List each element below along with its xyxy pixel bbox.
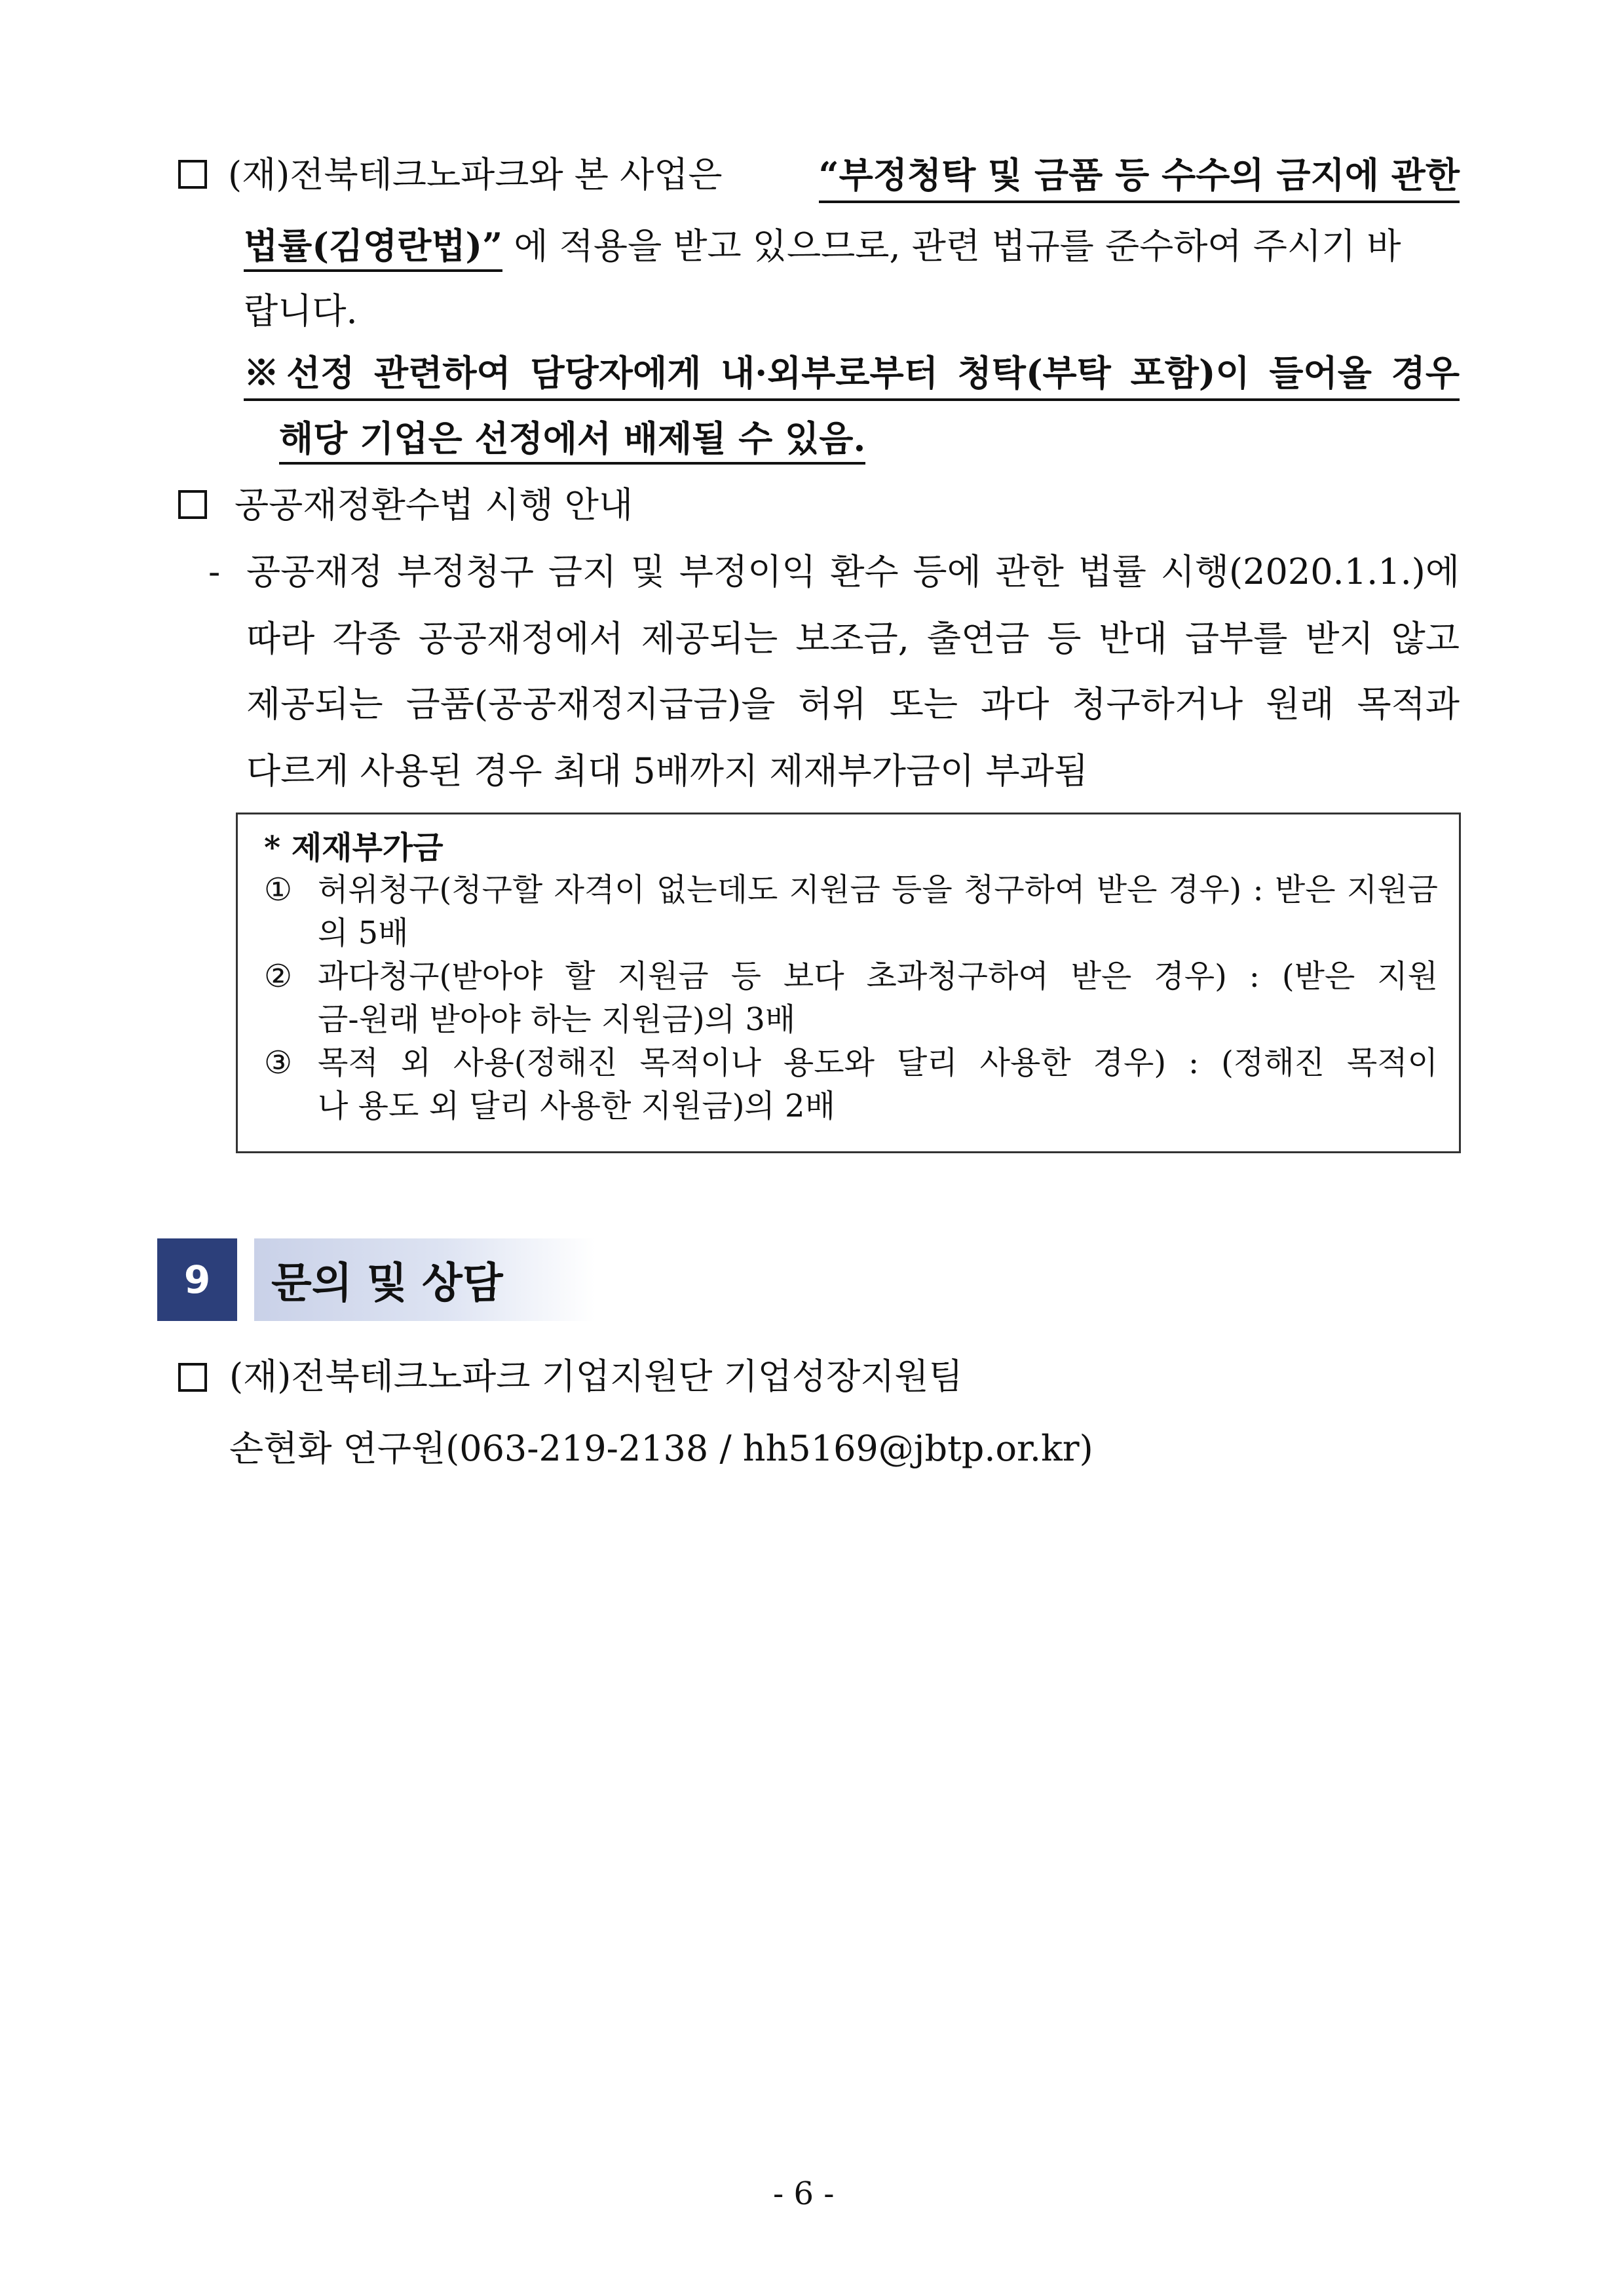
item1-line2-rest: 에 적용을 받고 있으므로, 관련 법규를 준수하여 주시기 바 xyxy=(514,225,1401,267)
checkbox-square-icon xyxy=(178,160,207,189)
note-item-2-line2: 금-원래 받아야 하는 지원금)의 3배 xyxy=(318,1001,796,1038)
note-item-3-num: ③ xyxy=(264,1044,293,1081)
contact-person: 손현화 연구원(063-219-2138 / hh5169@jbtp.or.kr) xyxy=(229,1428,1093,1469)
item1-prefix: (재)전북테크노파크와 본 사업은 xyxy=(228,154,723,195)
item1-warning-line2: 해당 기업은 선정에서 배제될 수 있음. xyxy=(279,415,865,461)
note-item-3-line2: 나 용도 외 달리 사용한 지원금)의 2배 xyxy=(318,1088,835,1124)
item2-line4: 다르게 사용된 경우 최대 5배까지 제재부가금이 부과됨 xyxy=(246,750,1088,792)
item2-line1: 공공재정 부정청구 금지 및 부정이익 환수 등에 관한 법률 시행(2020.1.1.)에 xyxy=(246,551,1460,592)
item2-line2: 따라 각종 공공재정에서 제공되는 보조금, 출연금 등 반대 급부를 받지 않고 xyxy=(246,618,1460,659)
checkbox-square-icon xyxy=(178,490,207,519)
note-item-1-line2: 의 5배 xyxy=(318,915,409,951)
note-item-2-num: ② xyxy=(264,958,293,995)
page-number: - 6 - xyxy=(773,2175,835,2212)
item1-line3: 랍니다. xyxy=(244,290,358,332)
item2-heading: 공공재정환수법 시행 안내 xyxy=(235,484,633,526)
note-item-3-line1: 목적 외 사용(정해진 목적이나 용도와 달리 사용한 경우) : (정해진 목적이 xyxy=(318,1044,1438,1081)
note-item-1-line1: 허위청구(청구할 자격이 없는데도 지원금 등을 청구하여 받은 경우) : 받은 지원금 xyxy=(318,871,1438,908)
item1-law-alias: 법률(김영란법)” xyxy=(244,225,502,272)
note-item-1-num: ① xyxy=(264,871,293,908)
item1-law-name: “부정청탁 및 금품 등 수수의 금지에 관한 xyxy=(819,152,1460,203)
section-number-badge: 9 xyxy=(157,1238,237,1321)
note-title: * 제재부가금 xyxy=(264,830,444,866)
section-title: 문의 및 상담 xyxy=(254,1238,595,1321)
item1-line1 xyxy=(228,152,1460,203)
item1-line2 xyxy=(244,223,1460,269)
contact-org: (재)전북테크노파크 기업지원단 기업성장지원팀 xyxy=(229,1356,963,1397)
penalty-note-box xyxy=(236,813,1461,1153)
note-item-2-line1: 과다청구(받아야 할 지원금 등 보다 초과청구하여 받은 경우) : (받은 지원 xyxy=(318,958,1438,995)
item1-warning-line1: ※선정 관련하여 담당자에게 내·외부로부터 청탁(부탁 포함)이 들어올 경우 xyxy=(244,350,1460,401)
checkbox-square-icon xyxy=(178,1363,207,1392)
item2-dash: - xyxy=(208,551,221,592)
item2-line3: 제공되는 금품(공공재정지급금)을 허위 또는 과다 청구하거나 원래 목적과 xyxy=(246,683,1460,725)
